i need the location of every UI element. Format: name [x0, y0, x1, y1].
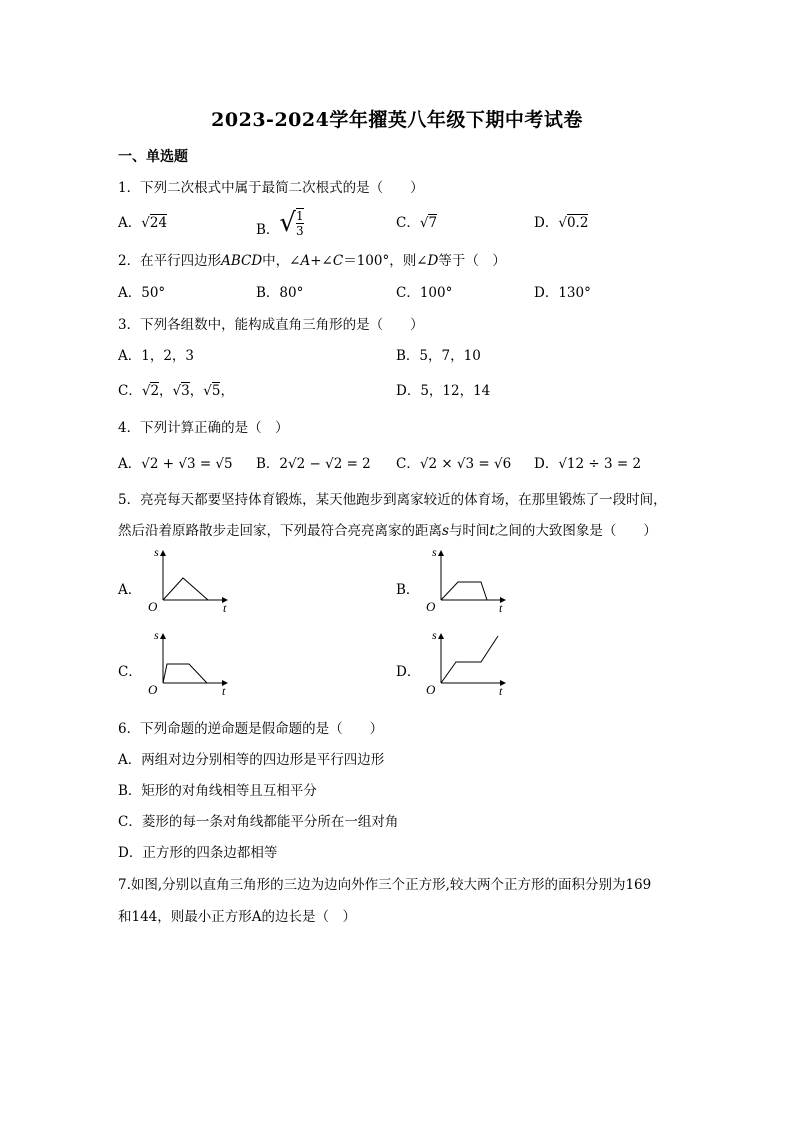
q4-option-a: A．√2 + √3 = √5	[118, 456, 233, 472]
q5-option-c-label: C．	[118, 664, 142, 680]
graph-c	[145, 628, 235, 698]
q5-option-b-label: B．	[396, 582, 420, 598]
q6-option-b: B．矩形的对角线相等且互相平分	[118, 783, 317, 799]
graph-a-x-label: t	[223, 601, 227, 615]
question-5-stem-line2: 然后沿着原路散步走回家，下列最符合亮亮离家的距离s与时间t之间的大致图象是（ ）	[118, 523, 657, 539]
sqrt-symbol: √	[141, 383, 151, 399]
q1-option-c: C．√7	[396, 215, 438, 231]
graph-a-curve	[163, 578, 208, 600]
sqrt-symbol: √	[203, 383, 212, 399]
graph-d-y-label: s	[432, 628, 437, 642]
q2-option-c: C．100°	[396, 285, 453, 301]
graph-b-origin: O	[426, 599, 436, 614]
q2-option-b: B．80°	[256, 285, 304, 301]
q6-option-c: C．菱形的每一条对角线都能平分所在一组对角	[118, 814, 399, 830]
graph-d-curve	[441, 636, 498, 683]
question-4-stem: 4．下列计算正确的是（ ）	[118, 420, 289, 436]
q3-option-b: B．5，7，10	[396, 348, 481, 364]
graph-c-x-label: t	[222, 684, 226, 698]
q4-option-b: B．2√2 − √2 = 2	[256, 456, 371, 472]
graph-b-curve	[441, 582, 487, 600]
graph-d	[423, 628, 513, 698]
q6-option-a: A．两组对边分别相等的四边形是平行四边形	[118, 752, 385, 768]
q1-option-d: D．√0.2	[534, 215, 589, 231]
graph-a	[145, 545, 235, 615]
q1-option-a: A．√24	[118, 215, 168, 231]
q2-option-d: D．130°	[534, 285, 591, 301]
graph-d-x-label: t	[499, 684, 503, 698]
q3-option-d: D．5，12，14	[396, 383, 491, 399]
question-5-stem-line1: 5．亮亮每天都要坚持体育锻炼，某天他跑步到离家较近的体育场，在那里锻炼了一段时间，	[118, 492, 667, 508]
graph-b	[423, 545, 513, 615]
graph-a-y-label: s	[154, 545, 159, 559]
q4-option-d: D．√12 ÷ 3 = 2	[534, 456, 642, 472]
graph-b-x-label: t	[499, 601, 503, 615]
sqrt-symbol: √	[172, 383, 182, 399]
q6-option-d: D．正方形的四条边都相等	[118, 845, 278, 861]
sqrt-symbol: √	[141, 215, 150, 231]
sqrt-symbol: √	[419, 215, 429, 231]
q2-option-a: A．50°	[118, 285, 166, 301]
question-3-stem: 3．下列各组数中，能构成直角三角形的是（ ）	[118, 317, 424, 333]
graph-c-curve	[163, 664, 207, 683]
section-heading: 一、单选题	[118, 149, 188, 165]
q1-option-b: B．√ $\frac{1}{3}$	[256, 208, 304, 238]
q5-option-a-label: A．	[118, 582, 142, 598]
exam-title: 2023-2024学年擢英八年级下期中考试卷	[211, 109, 583, 131]
graph-d-origin: O	[426, 682, 436, 697]
question-7-stem-line2: 和144，则最小正方形A的边长是（ ）	[118, 909, 357, 925]
q4-option-c: C．√2 × √3 = √6	[396, 456, 512, 472]
graph-c-origin: O	[148, 682, 158, 697]
q3-option-c: C．√2，√3，√5，	[118, 383, 234, 399]
q3-option-a: A．1，2，3	[118, 348, 195, 364]
sqrt-symbol: √	[279, 208, 296, 238]
sqrt-symbol: √	[558, 215, 567, 231]
question-6-stem: 6．下列命题的逆命题是假命题的是（ ）	[118, 721, 384, 737]
graph-b-y-label: s	[432, 545, 437, 559]
question-1-stem: 1．下列二次根式中属于最简二次根式的是（ ）	[118, 180, 424, 196]
q5-option-d-label: D．	[396, 664, 421, 680]
question-2-stem: 2．在平行四边形ABCD中，∠A+∠C＝100°，则∠D等于（ ）	[118, 253, 506, 269]
question-7-stem-line1: 7.如图,分别以直角三角形的三边为边向外作三个正方形,较大两个正方形的面积分别为169	[118, 877, 652, 893]
graph-c-y-label: s	[154, 628, 159, 642]
graph-a-origin: O	[148, 599, 158, 614]
